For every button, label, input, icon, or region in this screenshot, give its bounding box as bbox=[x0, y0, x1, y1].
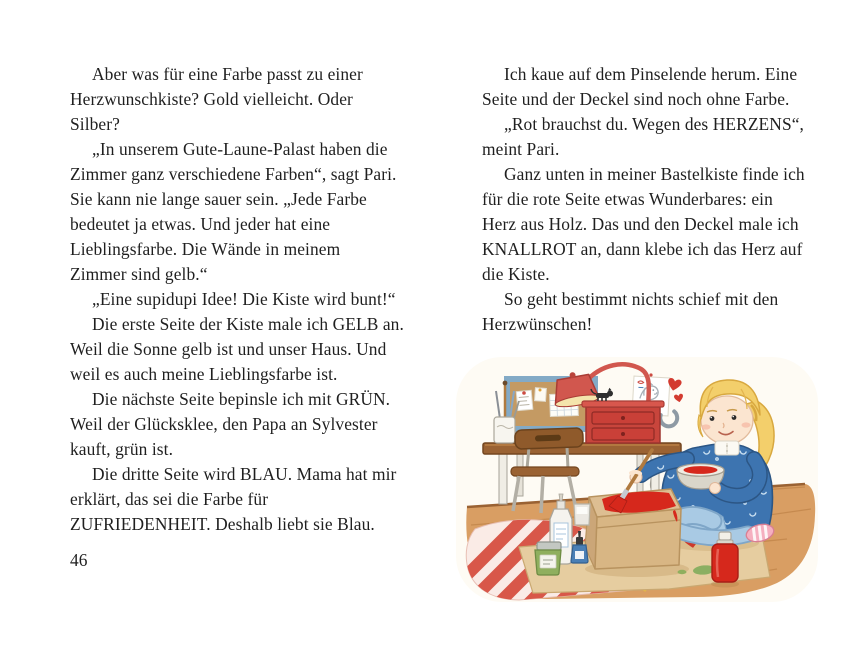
text-line: Aber was für eine Farbe passt zu einer bbox=[92, 64, 363, 84]
right-page-text bbox=[482, 62, 805, 337]
fingers-on-brush bbox=[631, 472, 640, 474]
text-line: die Kiste. bbox=[482, 264, 550, 284]
text-line: ZUFRIEDENHEIT. Deshalb liebt sie Blau. bbox=[70, 514, 375, 534]
text-line: bedeutet ja etwas. Und jeder hat eine bbox=[70, 214, 331, 234]
text-line: Weil die Sonne gelb ist und unser Haus. Und bbox=[70, 339, 387, 359]
text-line: für die rote Seite etwas Wunderbares: ein bbox=[482, 189, 773, 209]
water-glass bbox=[574, 504, 590, 525]
text-line: So geht bestimmt nichts schief mit den bbox=[504, 289, 779, 309]
text-line: weil es auch meine Lieblingsfarbe ist. bbox=[70, 364, 338, 384]
page-number: 46 bbox=[70, 550, 88, 570]
text-line: „Eine supidupi Idee! Die Kiste wird bunt!“ bbox=[92, 289, 396, 309]
text-line: Herzwunschkiste? Gold vielleicht. Oder bbox=[70, 89, 353, 109]
text-line: Weil der Glücksklee, den Papa an Sylvester bbox=[70, 414, 378, 434]
glue-jar bbox=[535, 542, 561, 575]
text-line: „Rot brauchst du. Wegen des HERZENS“, bbox=[504, 114, 804, 134]
text-line: Herz aus Holz. Das und den Deckel male ich bbox=[482, 214, 799, 234]
craft-box bbox=[585, 489, 681, 569]
text-line: „In unserem Gute-Laune-Palast haben die bbox=[92, 139, 388, 159]
text-line: KNALLROT an, dann klebe ich das Herz auf bbox=[482, 239, 803, 259]
text-line: Herzwünschen! bbox=[482, 314, 593, 334]
face bbox=[701, 396, 753, 444]
text-line: Sie kann nie lange sauer sein. „Jede Farbe bbox=[70, 189, 367, 209]
text-line: Seite und der Deckel sind noch ohne Farbe. bbox=[482, 89, 790, 109]
text-line: Zimmer ganz verschiedene Farben“, sagt Pari. bbox=[70, 164, 397, 184]
text-line: Lieblingsfarbe. Die Wände in meinem bbox=[70, 239, 341, 259]
text-line: kauft, grün ist. bbox=[70, 439, 174, 459]
text-line: Die erste Seite der Kiste male ich GELB an. bbox=[92, 314, 404, 334]
illustration-svg bbox=[455, 357, 819, 603]
text-line: Ich kaue auf dem Pinselende herum. Eine bbox=[504, 64, 798, 84]
text-line: erklärt, das sei die Farbe für bbox=[70, 489, 269, 509]
left-page-text bbox=[70, 62, 404, 537]
text-line: meint Pari. bbox=[482, 139, 560, 159]
text-line: Die dritte Seite wird BLAU. Mama hat mir bbox=[92, 464, 397, 484]
text-line: Zimmer sind gelb.“ bbox=[70, 264, 208, 284]
right-hand bbox=[710, 483, 721, 494]
illustration-girl-painting-box bbox=[455, 357, 819, 603]
text-line: Die nächste Seite bepinsle ich mit GRÜN. bbox=[92, 389, 391, 409]
text-line: Ganz unten in meiner Bastelkiste finde ich bbox=[504, 164, 805, 184]
text-line: Silber? bbox=[70, 114, 120, 134]
